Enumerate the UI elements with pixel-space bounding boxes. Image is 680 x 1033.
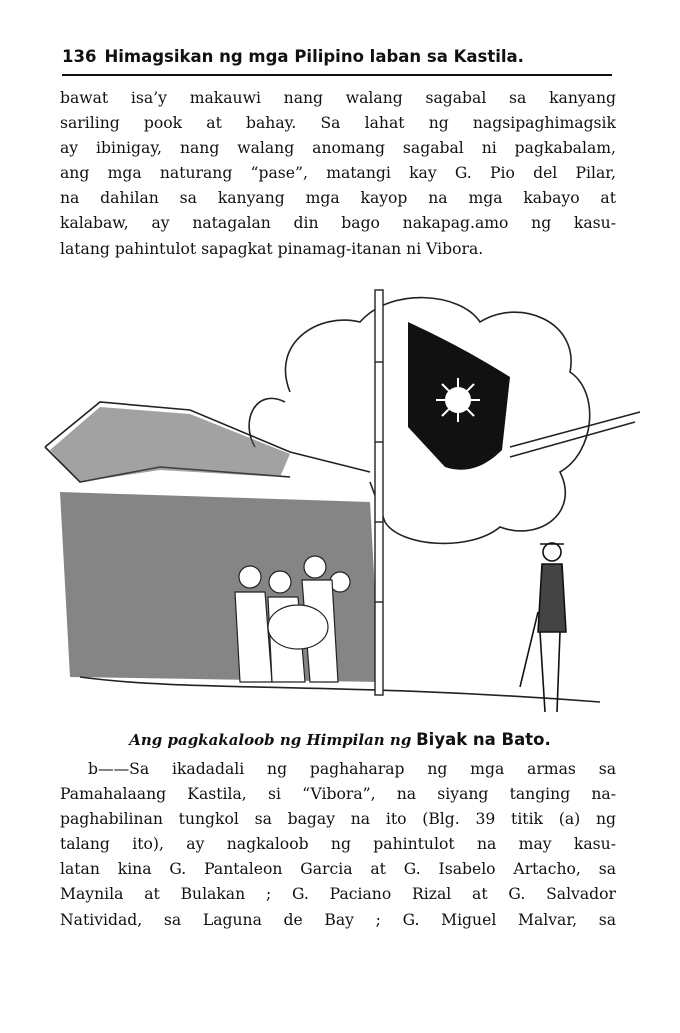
text-line: bawat isa’y makauwi nang walang sagabal sa kanyang (60, 89, 616, 107)
running-title: Himagsikan ng mga Pilipino laban sa Kastila. (104, 47, 524, 66)
text-line: na dahilan sa kanyang mga kayop na mga kabayo at (60, 189, 616, 208)
text-line: b——Sa ikadadali ng paghaharap ng mga armas sa (88, 760, 616, 778)
caption-italic-text: Ang pagkakaloob ng Himpilan ng (129, 731, 412, 749)
text-line: ang mga naturang “pase”, matangi kay G. Pio del Pilar, (60, 164, 616, 183)
caption-place-name: Biyak na Bato. (416, 730, 551, 749)
text-line: paghabilinan tungkol sa bagay na ito (Blg. 39 titik (a) ng (60, 810, 616, 829)
text-line: sariling pook at bahay. Sa lahat ng nagsipaghimagsik (60, 114, 616, 133)
text-line: latang pahintulot sapagkat pinamag-itanan ni Vibora. (60, 239, 484, 258)
text-line: talang ito), ay nagkaloob ng pahintulot na may kasu- (60, 835, 616, 854)
text-line: latan kina G. Pantaleon Garcia at G. Isabelo Artacho, sa (60, 860, 616, 879)
text-line: Natividad, sa Laguna de Bay ; G. Miguel Malvar, sa (60, 910, 616, 929)
paragraph-top (60, 86, 616, 262)
page-number: 136 (62, 47, 97, 66)
text-line: Pamahalaang Kastila, si “Vibora”, na siyang tanging na- (60, 785, 616, 804)
running-header (62, 44, 612, 76)
text-line: Maynila at Bulakan ; G. Paciano Rizal at G. Salvador (60, 885, 616, 904)
text-line: ay ibinigay, nang walang anomang sagabal ni pagkabalam, (60, 139, 616, 158)
flag-raising-illustration (40, 282, 640, 722)
paragraph-bottom (60, 757, 616, 933)
figure-caption (0, 729, 680, 751)
text-line: kalabaw, ay natagalan din bago nakapag.amo ng kasu- (60, 214, 616, 233)
